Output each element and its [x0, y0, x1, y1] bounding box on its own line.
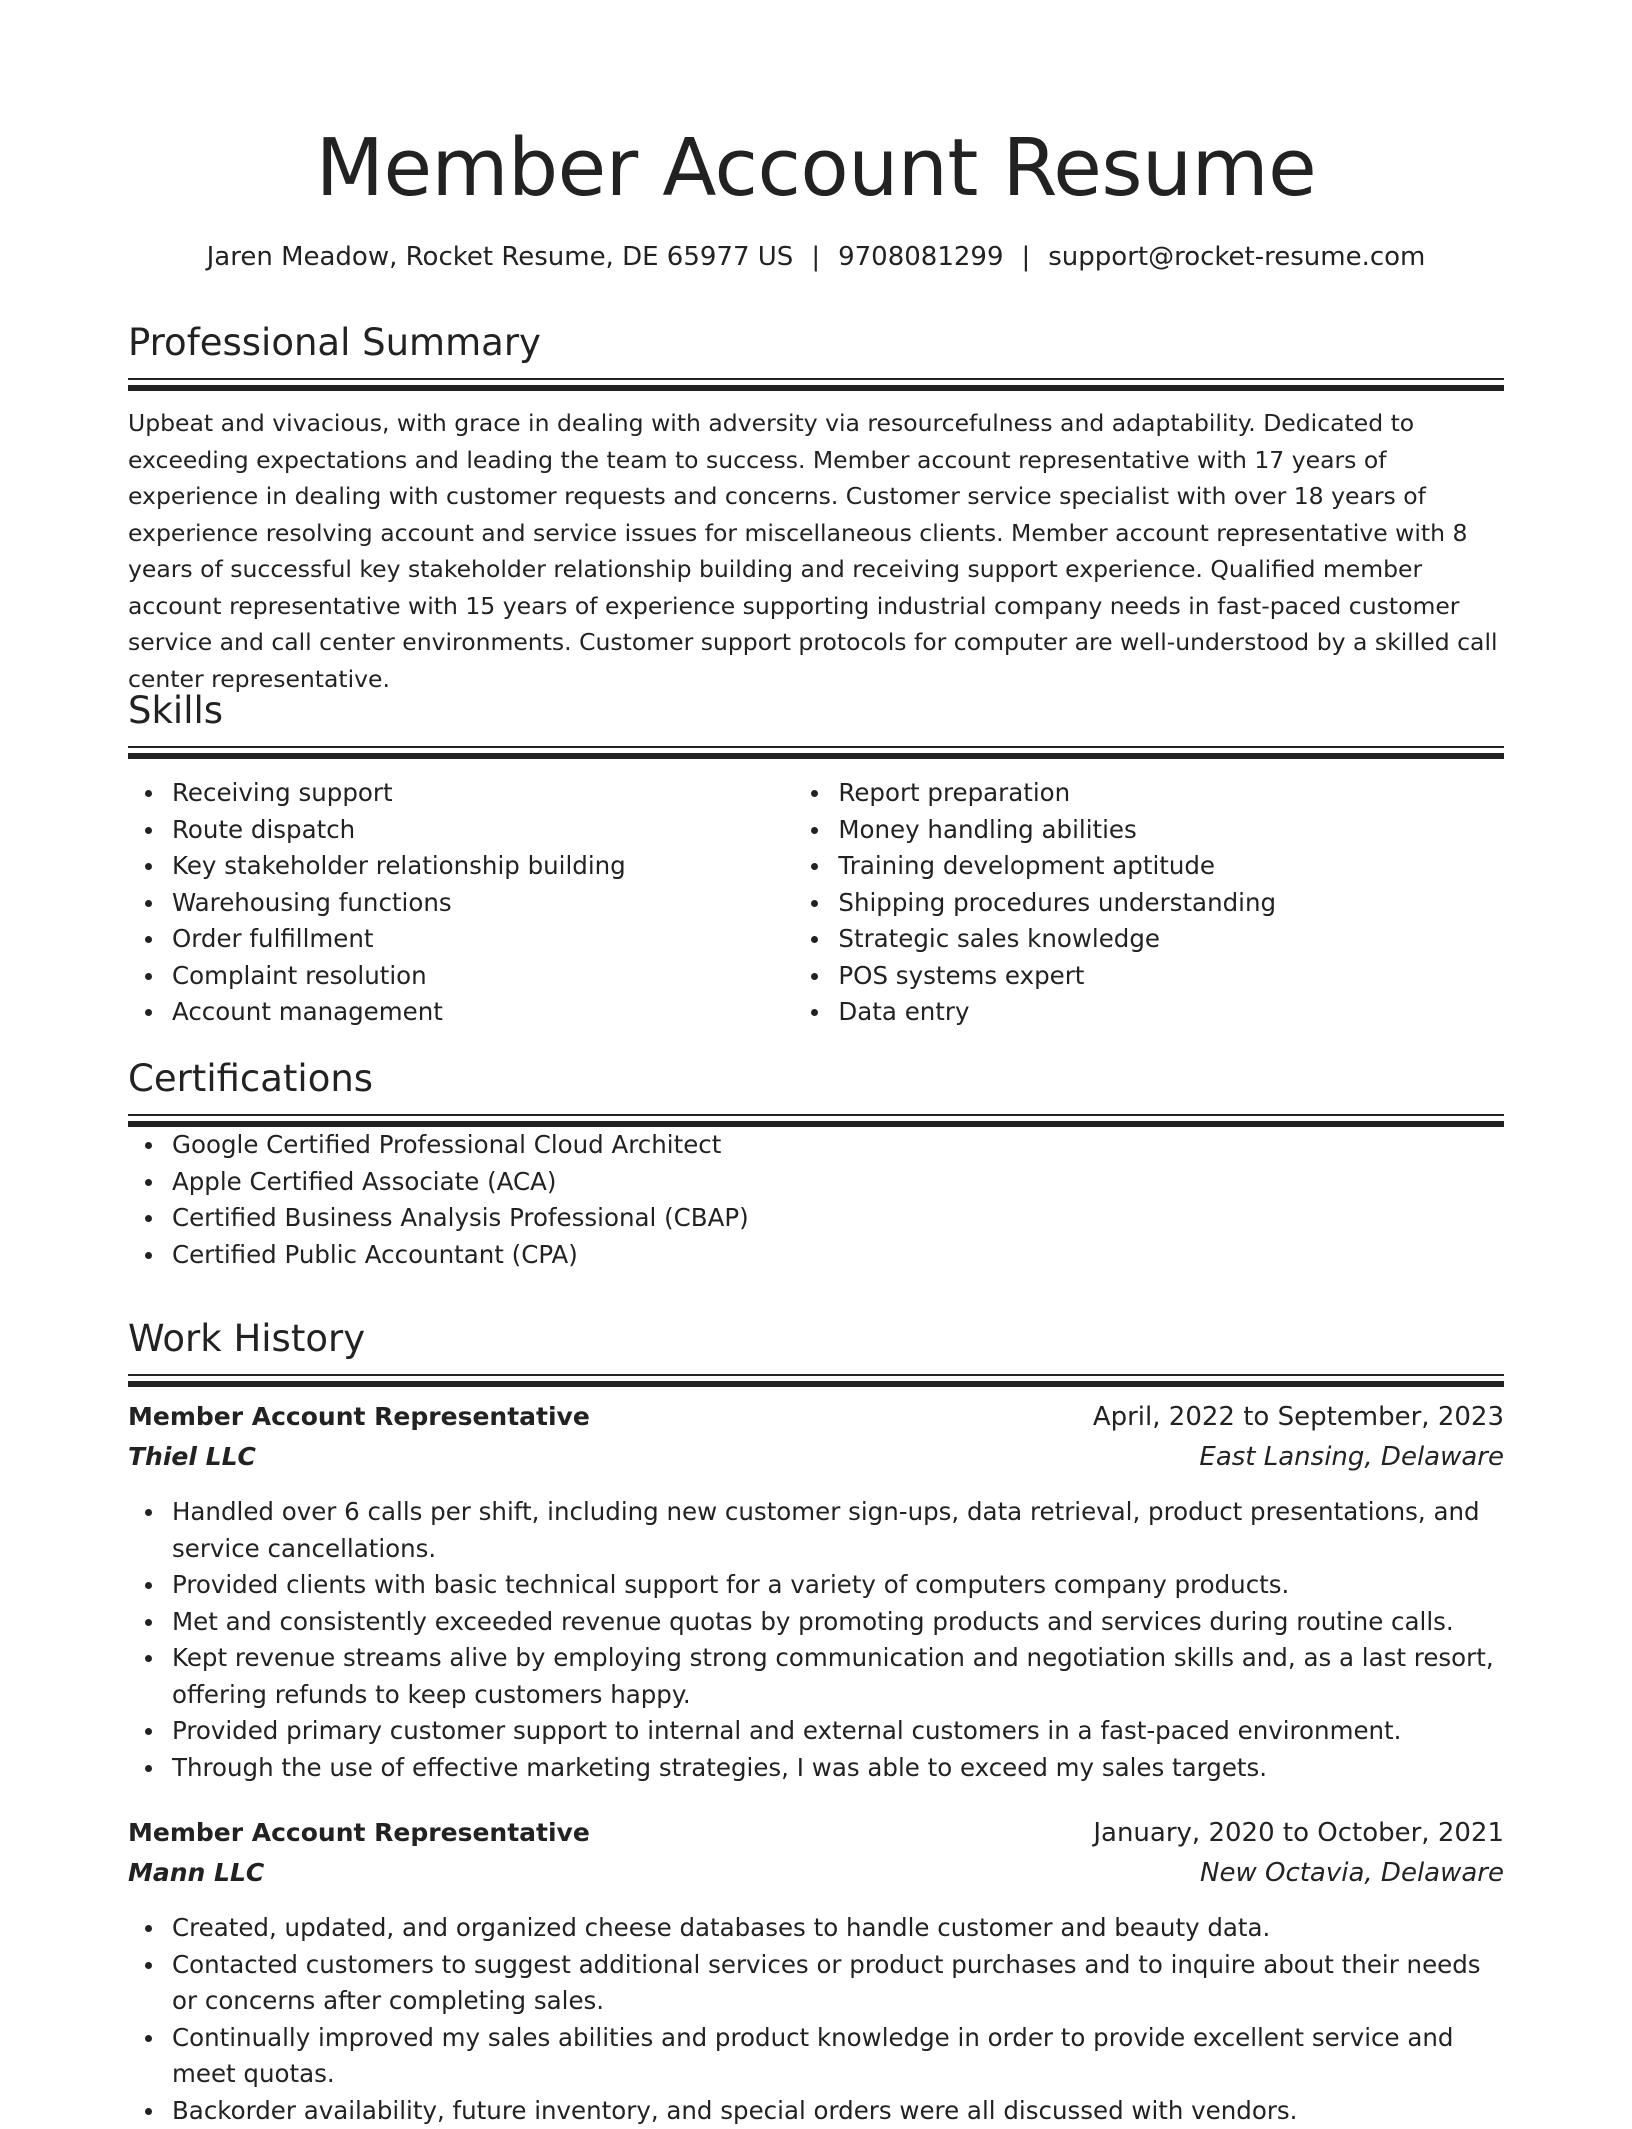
- section-divider: [128, 1374, 1504, 1387]
- certification-item: Google Certified Professional Cloud Architect: [172, 1127, 1504, 1164]
- certifications-list: [128, 1127, 1504, 1273]
- job-bullets: [128, 1494, 1504, 1786]
- section-heading: Certifications: [128, 1054, 1504, 1104]
- job-dates: April, 2022 to September, 2023: [1093, 1402, 1504, 1432]
- job-dates: January, 2020 to October, 2021: [1093, 1818, 1504, 1848]
- contact-separator: |: [793, 237, 838, 277]
- skills-list-left: [128, 775, 794, 1031]
- certification-item: Apple Certified Associate (ACA): [172, 1164, 1504, 1201]
- contact-address: Jaren Meadow, Rocket Resume, DE 65977 US: [207, 242, 794, 272]
- job-bullet: Backorder availability, future inventory, and special orders were all discussed with vendors.: [172, 2093, 1504, 2129]
- skills-list-right: [794, 775, 1504, 1031]
- skill-item: Data entry: [838, 994, 1504, 1031]
- skill-item: POS systems expert: [838, 958, 1504, 995]
- job-header-row: [128, 1818, 1504, 1858]
- job-bullet: Met and consistently exceeded revenue quotas by promoting products and services during routine calls.: [172, 1604, 1504, 1641]
- section-divider: [128, 378, 1504, 391]
- summary-section: [128, 318, 1504, 721]
- job-header-row: [128, 1402, 1504, 1442]
- job-company-row: [128, 1858, 1504, 1898]
- section-heading: Professional Summary: [128, 318, 1504, 368]
- skill-item: Training development aptitude: [838, 848, 1504, 885]
- section-divider: [128, 1114, 1504, 1127]
- contact-phone: 9708081299: [838, 242, 1003, 272]
- job-company-row: [128, 1442, 1504, 1482]
- section-heading: Skills: [128, 686, 1504, 736]
- section-heading: Work History: [128, 1314, 1504, 1364]
- job-bullet: Through the use of effective marketing strategies, I was able to exceed my sales targets.: [172, 1750, 1504, 1787]
- skill-item: Key stakeholder relationship building: [172, 848, 794, 885]
- skill-item: Complaint resolution: [172, 958, 794, 995]
- job-bullets: [128, 1910, 1504, 2129]
- skills-section: [128, 686, 1504, 1031]
- certification-item: Certified Business Analysis Professional (CBAP): [172, 1200, 1504, 1237]
- skill-item: Money handling abilities: [838, 812, 1504, 849]
- section-divider: [128, 746, 1504, 759]
- skill-item: Report preparation: [838, 775, 1504, 812]
- summary-text: Upbeat and vivacious, with grace in dealing with adversity via resourcefulness and adaptability. Dedicated to exceeding expectations and leading the team to success. Member account representative with 17 years of experience in dealing with customer requests and concerns. Customer service specialist with over 18 years of experience resolving account and service issues for miscellaneous clients. Member account representative with 8 years of successful key stakeholder relationship building and receiving support experience. Qualified member account representative with 15 years of experience supporting industrial company needs in fast-paced customer service and call center environments. Customer support protocols for computer are well-understood by a skilled call center representative.: [128, 405, 1504, 697]
- job-bullet: Created, updated, and organized cheese databases to handle customer and beauty data.: [172, 1910, 1504, 1947]
- skill-item: Strategic sales knowledge: [838, 921, 1504, 958]
- contact-email: support@rocket-resume.com: [1048, 242, 1425, 272]
- job-location: New Octavia, Delaware: [1200, 1858, 1504, 1888]
- job-company: Thiel LLC: [128, 1442, 256, 1471]
- skill-item: Receiving support: [172, 775, 794, 812]
- job-bullet: Provided clients with basic technical support for a variety of computers company products.: [172, 1567, 1504, 1604]
- certification-item: Certified Public Accountant (CPA): [172, 1237, 1504, 1274]
- job-bullet: Continually improved my sales abilities and product knowledge in order to provide excellent service and meet quotas.: [172, 2020, 1504, 2093]
- job-bullet: Handled over 6 calls per shift, including new customer sign-ups, data retrieval, product presentations, and service cancellations.: [172, 1494, 1504, 1567]
- skill-item: Shipping procedures understanding: [838, 885, 1504, 922]
- work-history-section: [128, 1314, 1504, 1387]
- job-entry: [128, 1818, 1504, 2129]
- job-bullet: Contacted customers to suggest additional services or product purchases and to inquire about their needs or concerns after completing sales.: [172, 1947, 1504, 2020]
- skill-item: Account management: [172, 994, 794, 1031]
- job-entry: [128, 1402, 1504, 1786]
- job-company: Mann LLC: [128, 1858, 264, 1887]
- certifications-section: [128, 1054, 1504, 1273]
- job-bullet: Provided primary customer support to internal and external customers in a fast-paced environment.: [172, 1713, 1504, 1750]
- skill-item: Route dispatch: [172, 812, 794, 849]
- job-bullet: Kept revenue streams alive by employing strong communication and negotiation skills and, as a last resort, offering refunds to keep customers happy.: [172, 1640, 1504, 1713]
- job-location: East Lansing, Delaware: [1199, 1442, 1504, 1472]
- job-title: Member Account Representative: [128, 1818, 590, 1847]
- skill-item: Order fulfillment: [172, 921, 794, 958]
- contact-line: [128, 237, 1504, 277]
- job-title: Member Account Representative: [128, 1402, 590, 1431]
- skill-item: Warehousing functions: [172, 885, 794, 922]
- skills-columns: [128, 775, 1504, 1031]
- contact-separator: |: [1004, 237, 1049, 277]
- document-title: Member Account Resume: [128, 118, 1504, 218]
